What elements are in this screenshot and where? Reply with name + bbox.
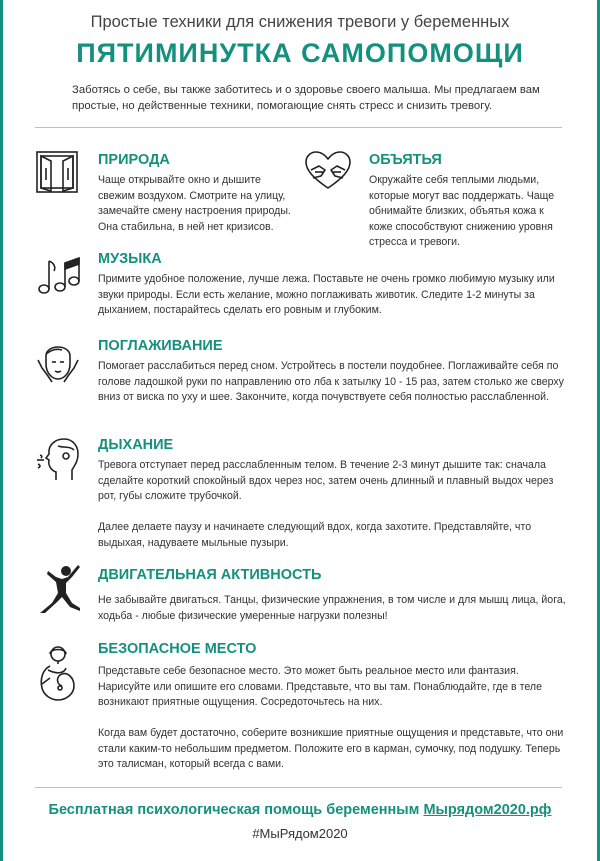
top-divider <box>35 127 562 128</box>
hands-heart-icon <box>303 150 353 194</box>
section-heading-stroking: ПОГЛАЖИВАНИЕ <box>98 338 223 354</box>
footer-help-line <box>0 802 600 818</box>
safe-place-paragraph-2: Когда вам будет достаточно, соберите возникшие приятные ощущения и представьте, что они стали каким-то небольшим предметом. Положите его в карман, сумочку, под подушку. Теперь это талисман, который всегда с вами. <box>98 727 564 770</box>
safe-place-paragraph-1: Представьте себе безопасное место. Это может быть реальное место или фантазия. Нарисуйте или опишите его словами. Представьте, что вы там. Понаблюдайте, где в теле возникают приятные ощущения. Сосредоточьтесь на них. <box>98 665 542 708</box>
footer-help-text: Бесплатная психологическая помощь беременным <box>48 802 420 818</box>
section-text-hugs: Окружайте себя теплыми людьми, которые могут вас поддержать. Чаще обнимайте близких, объятья кожа к коже способствуют снижению уровня стресса и тревоги. <box>369 174 555 248</box>
page-title: ПЯТИМИНУТКА САМОПОМОЩИ <box>76 38 524 68</box>
section-heading-music: МУЗЫКА <box>98 251 162 267</box>
footer-website-link[interactable]: Мырядом2020.рф <box>423 802 552 818</box>
section-text-nature: Чаще открывайте окно и дышите свежим воздухом. Смотрите на улицу, замечайте смену настроения природы. Она стабильна, в ней нет кризисов. <box>98 174 291 233</box>
section-heading-safe-place: БЕЗОПАСНОЕ МЕСТО <box>98 641 257 657</box>
section-text-activity: Не забывайте двигаться. Танцы, физические упражнения, в том числе и для мышц лица, йога, ходьба - любые физические умеренные нагрузки полезны! <box>98 594 566 622</box>
music-notes-icon <box>36 255 82 297</box>
section-heading-nature: ПРИРОДА <box>98 152 170 168</box>
pregnant-woman-icon <box>36 644 80 702</box>
section-text-breathing <box>98 458 568 551</box>
section-heading-activity: ДВИГАТЕЛЬНАЯ АКТИВНОСТЬ <box>98 567 322 583</box>
breathing-head-icon <box>36 436 80 484</box>
section-text-stroking: Помогает расслабиться перед сном. Устройтесь в постели поудобнее. Поглаживайте себя по голове ладошкой руки по направлению ото лба к затылку 10 - 15 раз, затем столько же сверху вниз от виска по уху и шее. Закончите, когда почувствуете себя полностью расслабленной. <box>98 360 564 403</box>
footer-hashtag: #МыРядом2020 <box>252 826 348 841</box>
section-text-music: Примите удобное положение, лучше лежа. Поставьте не очень громко любимую музыку или звуки природы. Если есть желание, можно поглаживать животик. Следите 1-2 минуты за дыханием, постарайтесь сделать его ровным и глубоким. <box>98 273 555 316</box>
intro-text: Заботясь о себе, вы также заботитесь и о здоровье своего малыша. Мы предлагаем вам простые, но действенные техники, помогающие снять стресс и снизить тревогу. <box>72 84 540 112</box>
section-heading-hugs: ОБЪЯТЬЯ <box>369 152 442 168</box>
section-text-safe-place <box>98 664 568 773</box>
page-subtitle: Простые техники для снижения тревоги у беременных <box>90 13 510 31</box>
breathing-paragraph-1: Тревога отступает перед расслабленным телом. В течение 2-3 минут дышите так: сначала сделайте короткий спокойный вдох через нос, затем очень длинный и плавный выдох через рот, губы сложите трубочкой. <box>98 459 554 502</box>
yoga-pose-icon <box>34 563 84 615</box>
section-heading-breathing: ДЫХАНИЕ <box>98 437 174 453</box>
window-icon <box>36 150 78 194</box>
breathing-paragraph-2: Далее делаете паузу и начинаете следующий вдох, когда захотите. Представляйте, что выдыхая, надуваете мыльные пузыри. <box>98 521 532 549</box>
face-hands-icon <box>36 338 80 384</box>
bottom-divider <box>35 787 562 788</box>
